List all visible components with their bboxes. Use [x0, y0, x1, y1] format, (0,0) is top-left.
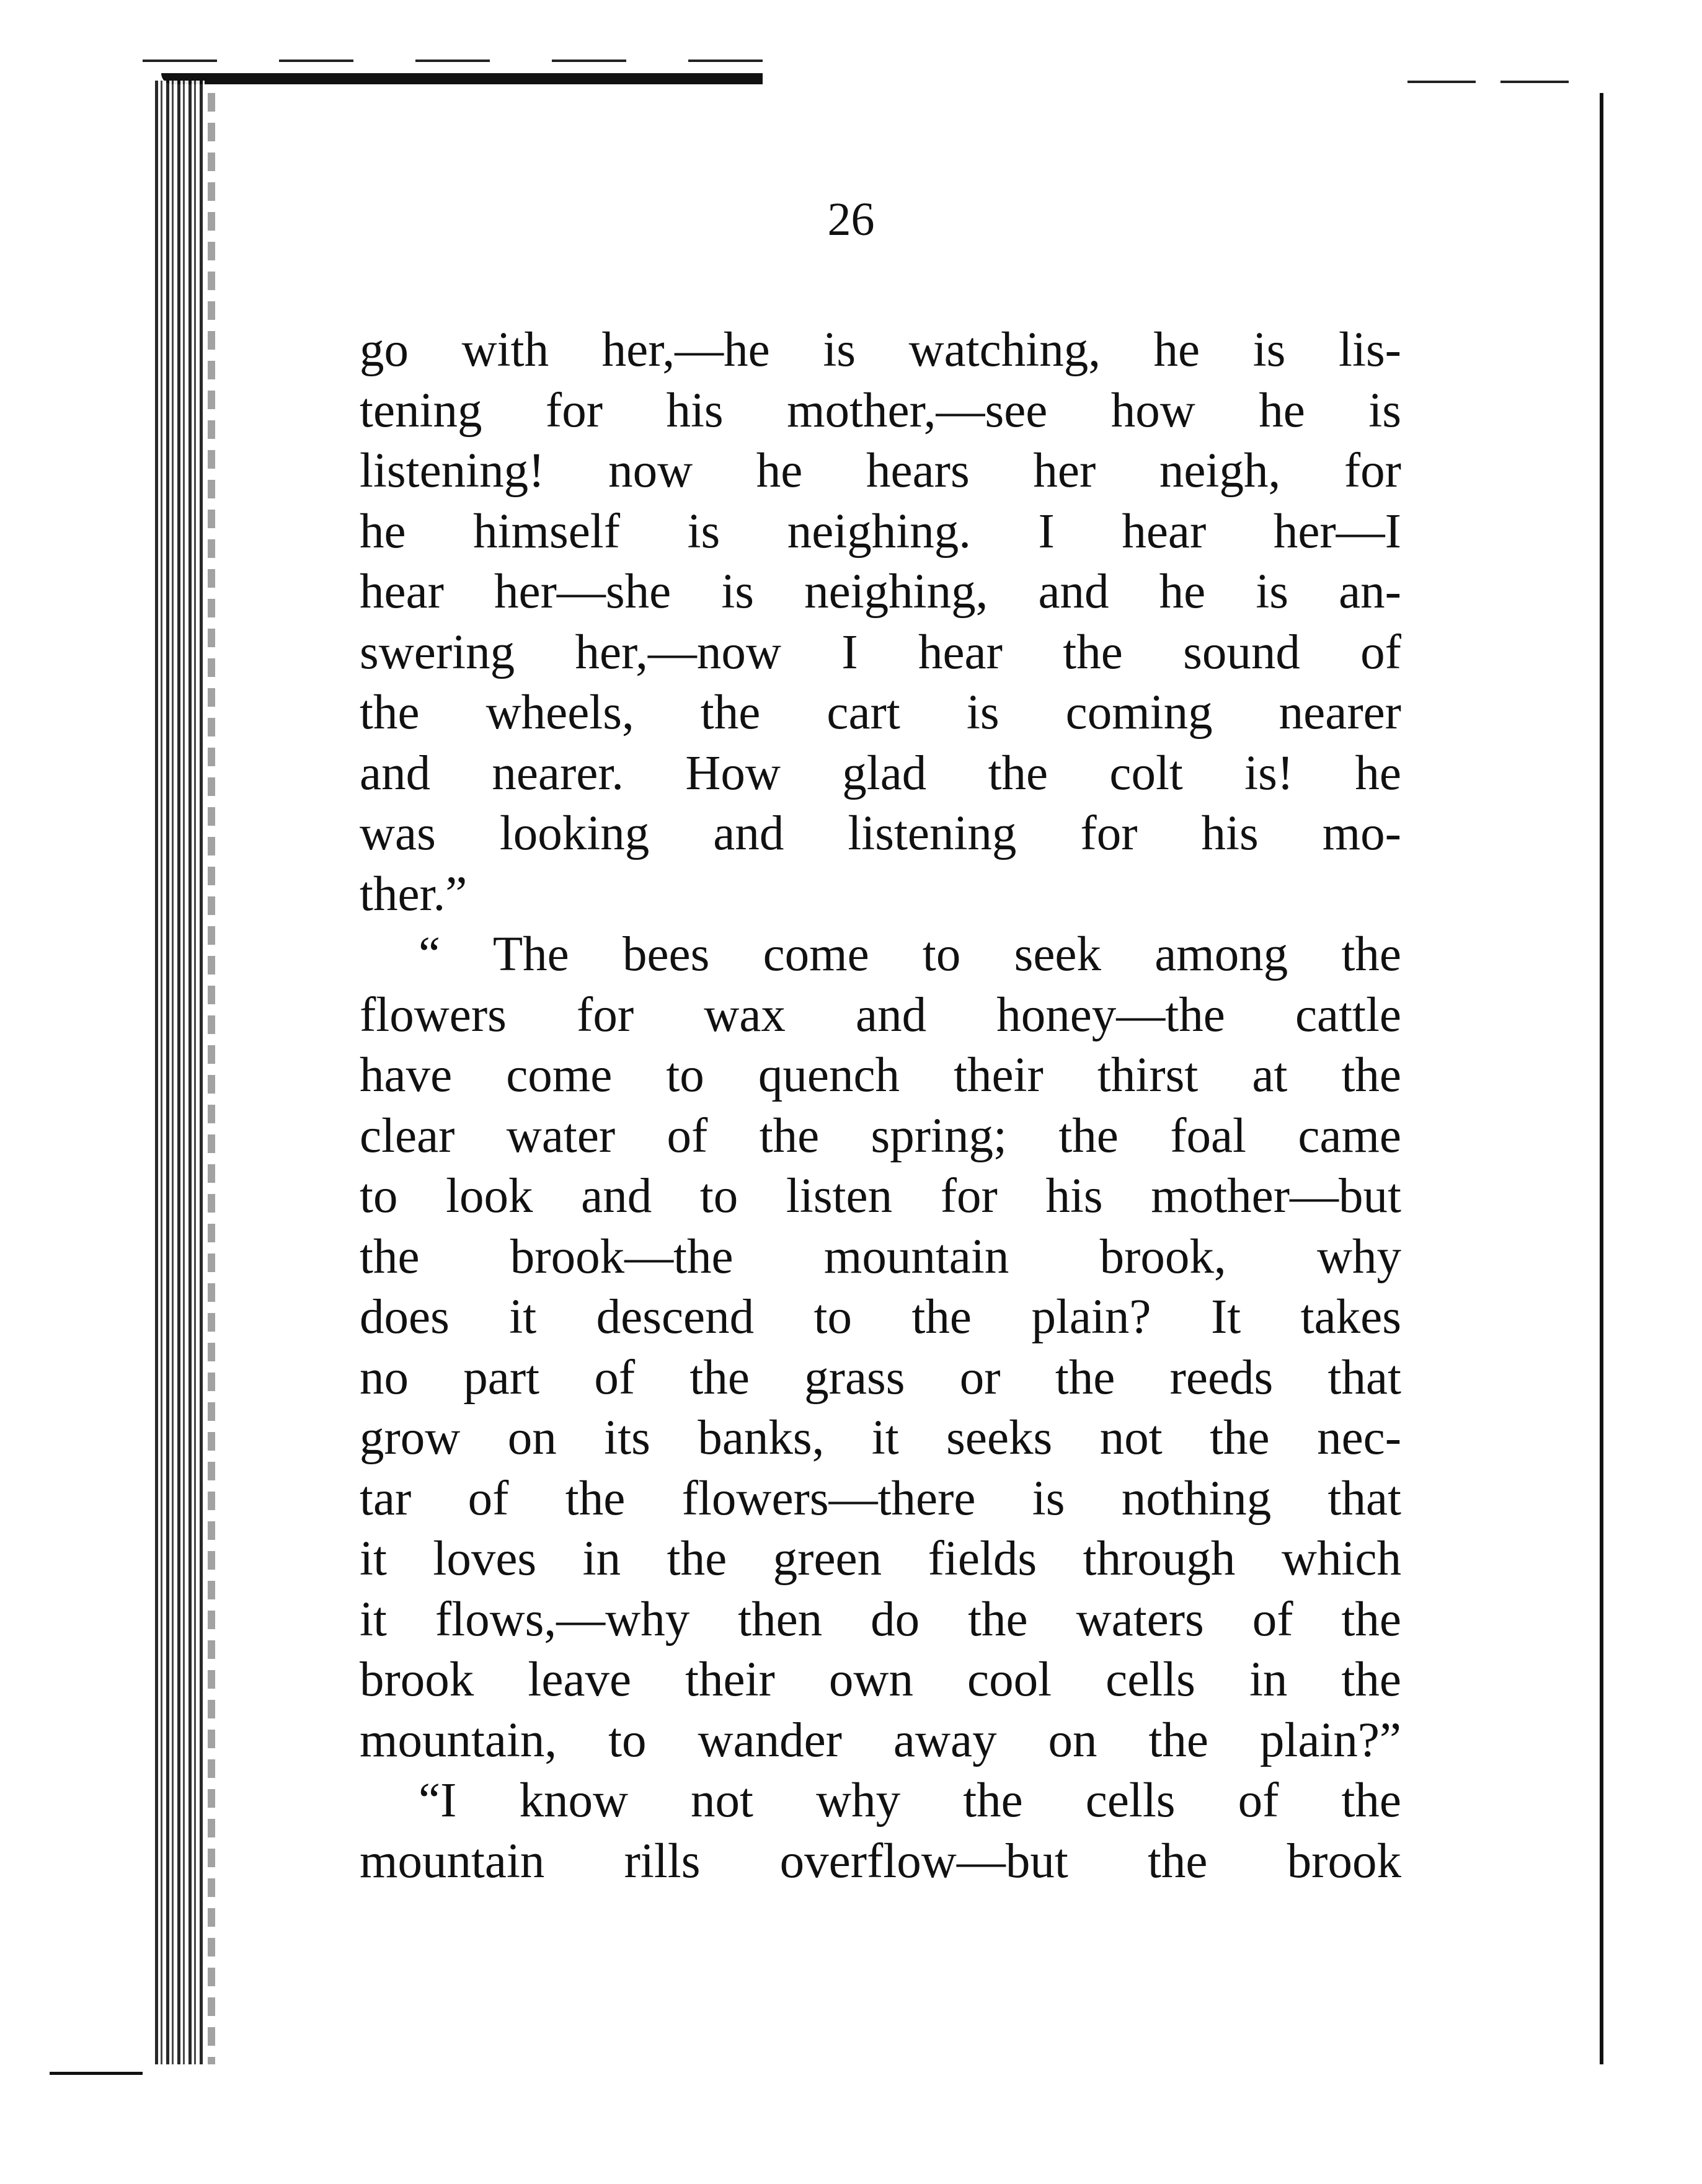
text-line: hear her—she is neighing, and he is an-	[360, 565, 1401, 619]
text-line: he himself is neighing. I hear her—I	[360, 504, 1401, 559]
text-line: go with her,—he is watching, he is lis-	[360, 323, 1401, 377]
binding-inner-edge	[208, 93, 215, 2064]
text-line: to look and to listen for his mother—but	[360, 1169, 1401, 1223]
right-page-edge	[1600, 93, 1603, 2064]
text-line: “ The bees come to seek among the	[419, 927, 1401, 981]
top-binding-rule	[161, 73, 763, 84]
text-line: the wheels, the cart is coming nearer	[360, 686, 1401, 740]
text-line: tening for his mother,—see how he is	[360, 383, 1401, 438]
text-line: clear water of the spring; the foal came	[360, 1108, 1401, 1163]
text-line: “I know not why the cells of the	[419, 1774, 1401, 1828]
text-line: it loves in the green fields through which	[360, 1532, 1401, 1586]
text-line: grow on its banks, it seeks not the nec-	[360, 1411, 1401, 1465]
body-text	[360, 320, 1401, 1891]
binding-spine	[155, 81, 205, 2064]
text-line: listening! now he hears her neigh, for	[360, 444, 1401, 498]
text-line: mountain rills overflow—but the brook	[360, 1834, 1401, 1888]
text-line: no part of the grass or the reeds that	[360, 1350, 1401, 1405]
text-line: flowers for wax and honey—the cattle	[360, 988, 1401, 1042]
top-edge-dashes	[143, 60, 763, 62]
text-line: have come to quench their thirst at the	[360, 1048, 1401, 1102]
text-line: does it descend to the plain? It takes	[360, 1290, 1401, 1344]
text-line: swering her,—now I hear the sound of	[360, 625, 1401, 679]
top-right-edge-dashes	[1407, 81, 1569, 83]
text-line: mountain, to wander away on the plain?”	[360, 1713, 1401, 1767]
text-line: ther.”	[360, 867, 468, 921]
text-line: and nearer. How glad the colt is! he	[360, 746, 1401, 800]
text-line: was looking and listening for his mo-	[360, 807, 1401, 860]
text-line: tar of the flowers—there is nothing that	[360, 1471, 1401, 1526]
text-line: it flows,—why then do the waters of the	[360, 1592, 1401, 1647]
text-line: the brook—the mountain brook, why	[360, 1229, 1401, 1284]
text-line: brook leave their own cool cells in the	[360, 1653, 1401, 1707]
page-number: 26	[827, 193, 875, 245]
bottom-left-edge-mark	[50, 2072, 143, 2075]
